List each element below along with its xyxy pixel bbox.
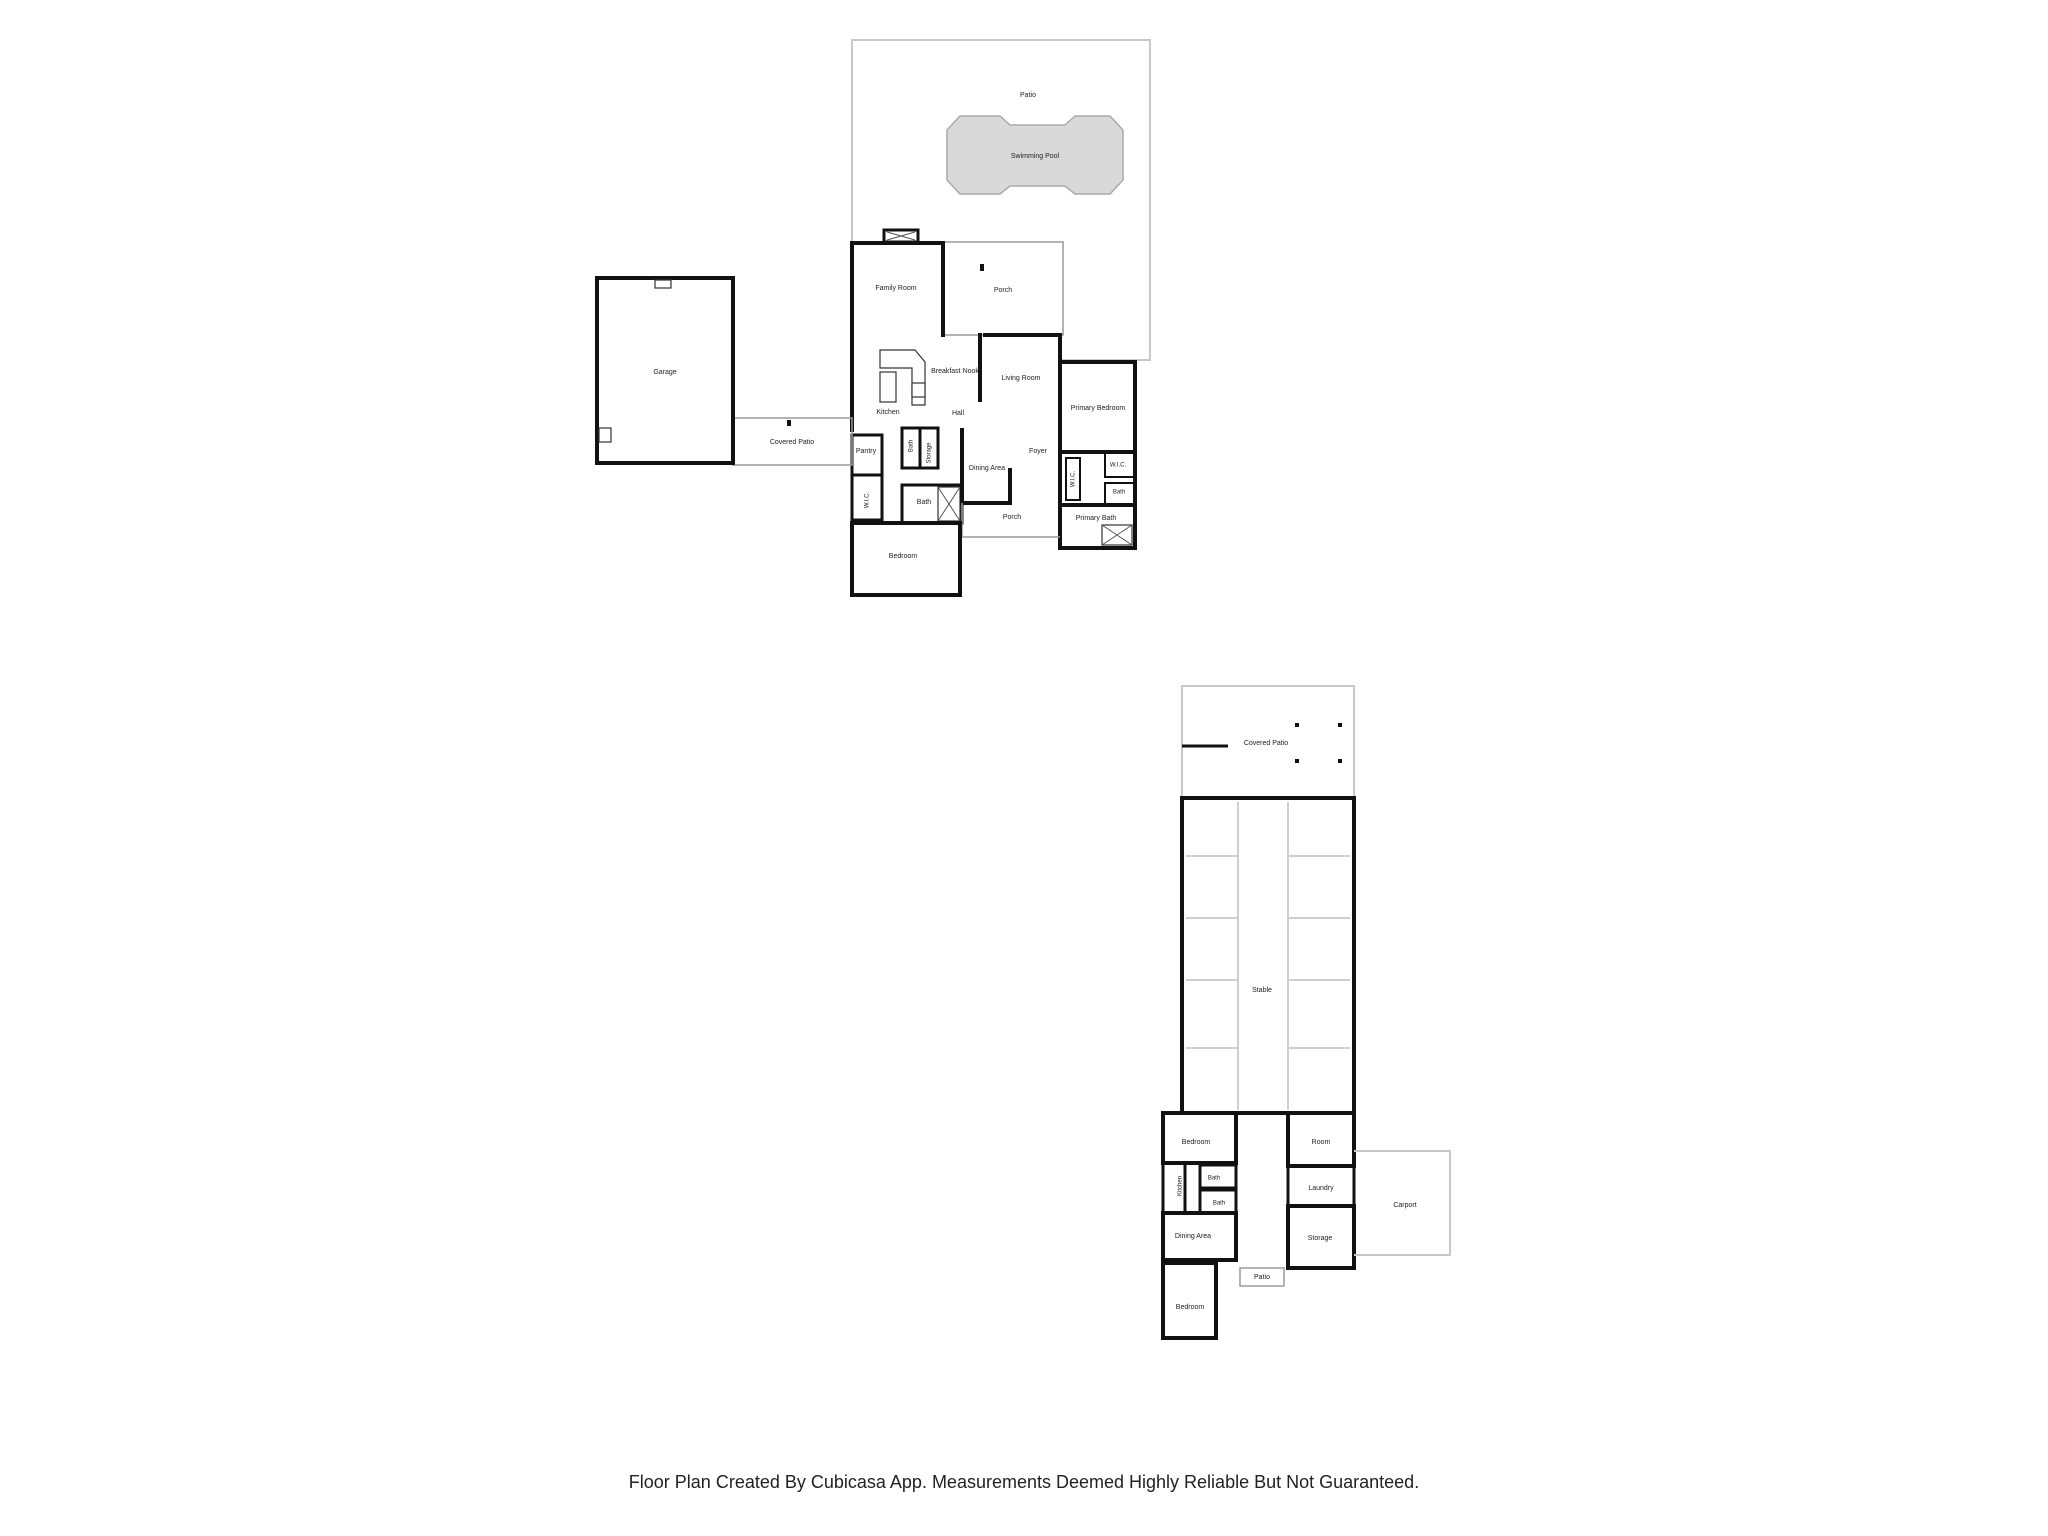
room-label-bedroom: Bedroom: [888, 552, 918, 560]
barn-label-bedroom-top: Bedroom: [1181, 1138, 1211, 1146]
room-label-porch-back: Porch: [993, 286, 1013, 294]
stable-walls: [1182, 798, 1354, 1113]
range: [912, 383, 925, 397]
room-label-pantry: Pantry: [855, 447, 877, 455]
room-label-swimming-pool: Swimming Pool: [1010, 152, 1060, 160]
barn-label-bedroom-bottom: Bedroom: [1175, 1303, 1205, 1311]
barn-label-dining-area: Dining Area: [1174, 1232, 1212, 1240]
barn-label-storage: Storage: [1307, 1234, 1333, 1242]
room-label-foyer: Foyer: [1029, 447, 1047, 455]
room-label-primary-bedroom: Primary Bedroom: [1070, 404, 1126, 412]
room-label-kitchen: Kitchen: [876, 408, 900, 416]
garage-vent: [655, 280, 671, 288]
barn-plan: [1163, 686, 1450, 1338]
room-label-wic-left: W.I.C.: [864, 491, 871, 509]
room-label-primary-bath: Primary Bath: [1075, 514, 1117, 522]
barn-label-bath-b: Bath: [1212, 1200, 1226, 1207]
barn-label-carport: Carport: [1393, 1201, 1417, 1209]
room-label-hall: Hall: [951, 409, 965, 417]
room-label-bath-primary-wc: Bath: [1112, 489, 1126, 496]
room-label-garage: Garage: [653, 368, 677, 376]
room-label-breakfast-nook: Breakfast Nook: [931, 367, 979, 375]
barn-bedroom-bottom-walls: [1163, 1263, 1216, 1338]
barn-label-stable: Stable: [1252, 986, 1272, 994]
room-label-living-room: Living Room: [1001, 374, 1041, 382]
room-label-wic-primary: W.I.C.: [1109, 462, 1127, 469]
room-label-covered-patio: Covered Patio: [769, 438, 815, 446]
pantry-walls: [852, 435, 882, 475]
barn-label-kitchen: Kitchen: [1177, 1175, 1184, 1197]
barn-label-room: Room: [1311, 1138, 1331, 1146]
family-room-walls: [852, 243, 943, 430]
room-label-dining-area: Dining Area: [968, 464, 1006, 472]
main-house-plan: [597, 40, 1150, 595]
breezeway-post: [787, 420, 791, 426]
room-label-storage: Storage: [926, 442, 933, 464]
room-label-bath: Bath: [916, 498, 932, 506]
stall-dividers: [1186, 802, 1350, 1110]
patio-post: [1295, 723, 1299, 727]
porch-post: [980, 264, 984, 271]
room-label-wic-small: W.I.C.: [1070, 470, 1077, 488]
room-label-bath-small: Bath: [908, 439, 915, 453]
patio-outline: [852, 40, 1150, 360]
barn-label-patio: Patio: [1254, 1273, 1270, 1281]
patio-post: [1338, 723, 1342, 727]
barn-label-covered-patio: Covered Patio: [1243, 739, 1289, 747]
room-label-porch-front: Porch: [1002, 513, 1022, 521]
barn-label-bath-a: Bath: [1207, 1175, 1221, 1182]
room-label-patio: Patio: [1020, 91, 1036, 99]
patio-post: [1338, 759, 1342, 763]
room-label-family-room: Family Room: [875, 284, 917, 292]
barn-label-laundry: Laundry: [1308, 1184, 1334, 1192]
floor-plan-caption: Floor Plan Created By Cubicasa App. Measurements Deemed Highly Reliable But Not Guaranteed.: [628, 1472, 1420, 1492]
kitchen-counter: [880, 372, 896, 402]
garage-fixture: [599, 428, 611, 442]
patio-post: [1295, 759, 1299, 763]
